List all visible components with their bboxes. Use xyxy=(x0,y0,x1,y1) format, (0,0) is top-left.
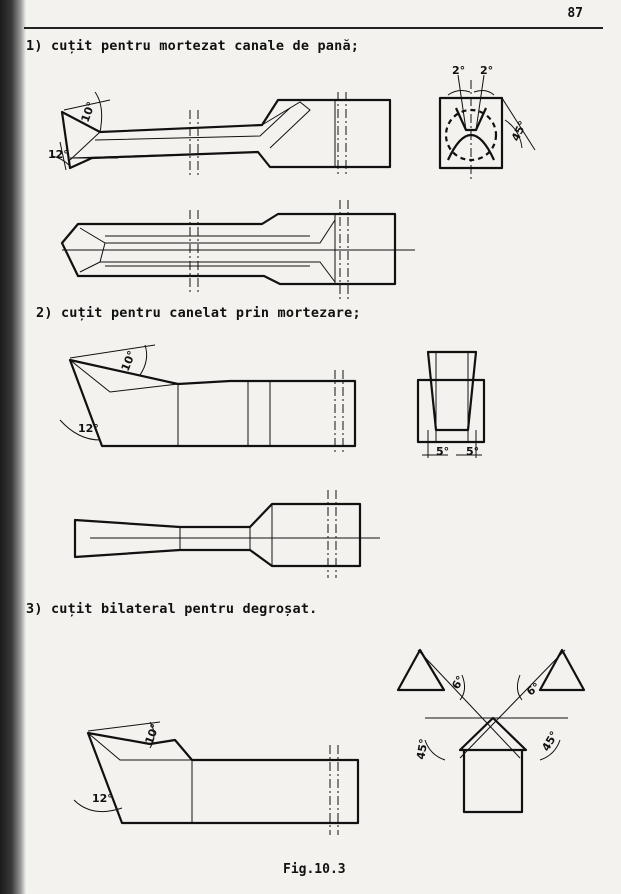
tool-3-side-view xyxy=(74,722,358,835)
section-1-caption: 1) cuțit pentru mortezat canale de pană; xyxy=(26,38,360,54)
section-3-caption: 3) cuțit bilateral pentru degroșat. xyxy=(26,601,318,617)
page-number: 87 xyxy=(567,6,583,21)
angle-label-s1-top: 10° xyxy=(78,100,98,125)
angle-label-s1-bottom: 12° xyxy=(48,148,69,161)
tool-2-top-view xyxy=(75,490,380,578)
angle-label-s3-bottom: 12° xyxy=(92,792,113,805)
angle-label-s3-right-45: 45° xyxy=(539,728,562,754)
tool-1-top-view xyxy=(62,200,415,300)
tool-2-side-view xyxy=(60,345,355,455)
figure-caption: Fig.10.3 xyxy=(283,862,346,877)
section-2-caption: 2) cuțit pentru canelat prin mortezare; xyxy=(36,305,361,321)
angle-label-s1-end-right: 2° xyxy=(480,64,494,77)
angle-label-s3-tri-left: 6° xyxy=(449,673,468,692)
angle-label-s3-tri-right: 6° xyxy=(524,680,543,699)
angle-label-s2-end-right: 5° xyxy=(466,445,480,458)
angle-label-s2-top: 10° xyxy=(118,348,139,374)
angle-label-s1-end-side: 45° xyxy=(508,118,530,144)
tool-1-side-view xyxy=(52,92,390,175)
tool-3-front-view xyxy=(398,650,584,812)
angle-label-s2-end-left: 5° xyxy=(436,445,450,458)
angle-label-s3-top: 10° xyxy=(142,722,162,747)
tool-2-end-view xyxy=(418,352,484,458)
angle-label-s2-bottom: 12° xyxy=(78,422,99,435)
angle-label-s1-end-left: 2° xyxy=(452,64,466,77)
angle-label-s3-left-45: 45° xyxy=(414,737,431,761)
